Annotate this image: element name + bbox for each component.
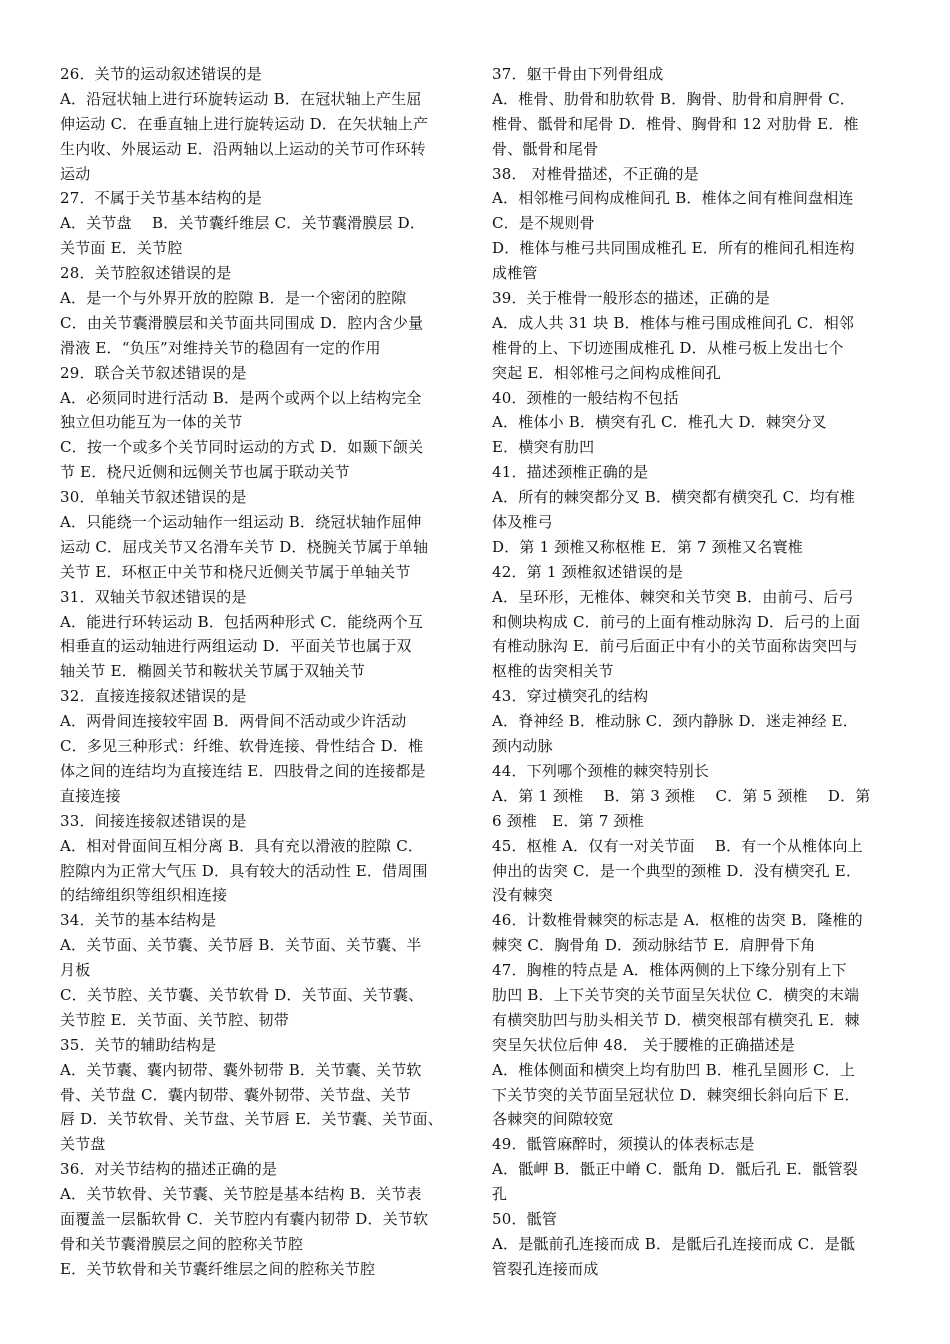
text-line: E．关节软骨和关节囊纤维层之间的腔称关节腔 xyxy=(60,1259,376,1278)
text-line: 43．穿过横突孔的结构 xyxy=(492,687,649,706)
text-line: A．必须同时进行活动 B．是两个或两个以上结构完全 xyxy=(60,388,422,407)
text-line: A．关节盘 B．关节囊纤维层 C．关节囊滑膜层 D． xyxy=(60,214,426,233)
text-line: 腔隙内为正常大气压 D．具有较大的活动性 E．借周围 xyxy=(60,861,428,880)
text-line: 没有棘突 xyxy=(492,886,553,905)
text-line: 突起 E．相邻椎弓之间构成椎间孔 xyxy=(492,363,721,382)
text-line: 孔 xyxy=(492,1185,508,1204)
text-line: A．椎骨、肋骨和肋软骨 B．胸骨、肋骨和肩胛骨 C． xyxy=(492,89,856,108)
text-line: 45．枢椎 A．仅有一对关节面 B．有一个从椎体向上 xyxy=(492,836,863,855)
text-line: 和侧块构成 C．前弓的上面有椎动脉沟 D．后弓的上面 xyxy=(492,612,861,631)
text-line: 46．计数椎骨棘突的标志是 A．枢椎的齿突 B．隆椎的 xyxy=(492,911,863,930)
text-line: 面覆盖一层骺软骨 C．关节腔内有囊内韧带 D．关节软 xyxy=(60,1209,429,1228)
text-line: 肋凹 B．上下关节突的关节面呈矢状位 C．横突的末端 xyxy=(492,985,860,1004)
text-line: 伸运动 C．在垂直轴上进行旋转运动 D．在矢状轴上产 xyxy=(60,114,429,133)
text-line: 6 颈椎 E．第 7 颈椎 xyxy=(492,811,644,830)
text-line: A．脊神经 B．椎动脉 C．颈内静脉 D．迷走神经 E． xyxy=(492,712,858,731)
text-line: 枢椎的齿突相关节 xyxy=(492,662,614,681)
text-line: A．两骨间连接较牢固 B．两骨间不活动或少许活动 xyxy=(60,712,407,731)
text-line: 伸出的齿突 C．是一个典型的颈椎 D．没有横突孔 E． xyxy=(492,861,862,880)
text-line: A．关节面、关节囊、关节唇 B．关节面、关节囊、半 xyxy=(60,936,422,955)
text-line: 棘突 C．胸骨角 D．颈动脉结节 E．肩胛骨下角 xyxy=(492,936,816,955)
text-line: E．横突有肋凹 xyxy=(492,438,595,457)
text-line: 49．骶管麻醉时，须摸认的体表标志是 xyxy=(492,1135,755,1154)
text-line: A．椎体侧面和横突上均有肋凹 B．椎孔呈圆形 C．上 xyxy=(492,1060,856,1079)
text-line: 41．描述颈椎正确的是 xyxy=(492,463,649,482)
text-line: A．是骶前孔连接而成 B．是骶后孔连接而成 C．是骶 xyxy=(492,1234,856,1253)
text-line: 体及椎弓 xyxy=(492,513,553,532)
text-line: 管裂孔连接而成 xyxy=(492,1259,599,1278)
text-line: 31．双轴关节叙述错误的是 xyxy=(60,587,247,606)
text-line: C．是不规则骨 xyxy=(492,214,595,233)
text-line: C．关节腔、关节囊、关节软骨 D．关节面、关节囊、 xyxy=(60,985,424,1004)
text-line: 有横突肋凹与肋头相关节 D．横突根部有横突孔 E．棘 xyxy=(492,1010,860,1029)
text-line: 42．第 1 颈椎叙述错误的是 xyxy=(492,562,684,581)
text-line: A．骶岬 B．骶正中嵴 C．骶角 D．骶后孔 E．骶管裂 xyxy=(492,1160,858,1179)
text-line: 下关节突的关节面呈冠状位 D．棘突细长斜向后下 E． xyxy=(492,1085,860,1104)
text-line: 27．不属于关节基本结构的是 xyxy=(60,189,262,208)
text-line: 体之间的连结均为直接连结 E．四肢骨之间的连接都是 xyxy=(60,761,426,780)
text-line: C．按一个或多个关节同时运动的方式 D．如颞下颌关 xyxy=(60,438,424,457)
right-column xyxy=(492,62,902,1282)
text-line: 节 E．桡尺近侧和远侧关节也属于联动关节 xyxy=(60,463,350,482)
text-line: 成椎管 xyxy=(492,264,538,283)
text-line: 50．骶管 xyxy=(492,1209,558,1228)
text-line: 相垂直的运动轴进行两组运动 D．平面关节也属于双 xyxy=(60,637,412,656)
text-line: 44．下列哪个颈椎的棘突特别长 xyxy=(492,761,710,780)
text-line: 26．关节的运动叙述错误的是 xyxy=(60,65,262,83)
text-line: 突呈矢状位后伸 48． 关于腰椎的正确描述是 xyxy=(492,1035,796,1054)
text-line: 29．联合关节叙述错误的是 xyxy=(60,363,247,382)
text-line: 各棘突的间隙较宽 xyxy=(492,1110,614,1129)
text-line: C．由关节囊滑膜层和关节面共同围成 D．腔内含少量 xyxy=(60,313,424,332)
text-line: 36．对关节结构的描述正确的是 xyxy=(60,1160,278,1179)
text-line: 37．躯干骨由下列骨组成 xyxy=(492,65,664,83)
text-line: A．成人共 31 块 B．椎体与椎弓围成椎间孔 C．相邻 xyxy=(492,313,855,332)
text-line: 骨、骶骨和尾骨 xyxy=(492,139,599,158)
text-line: A．只能绕一个运动轴作一组运动 B．绕冠状轴作屈伸 xyxy=(60,513,422,532)
text-line: 28．关节腔叙述错误的是 xyxy=(60,264,232,283)
text-line: 骨、关节盘 C．囊内韧带、囊外韧带、关节盘、关节 xyxy=(60,1085,412,1104)
text-line: 颈内动脉 xyxy=(492,737,553,756)
text-line: A．呈环形，无椎体、棘突和关节突 B．由前弓、后弓 xyxy=(492,587,854,606)
text-line: 有椎动脉沟 E．前弓后面正中有小的关节面称齿突凹与 xyxy=(492,637,858,656)
text-line: A．关节软骨、关节囊、关节腔是基本结构 B．关节表 xyxy=(60,1185,422,1204)
text-line: A．是一个与外界开放的腔隙 B．是一个密闭的腔隙 xyxy=(60,289,407,308)
text-line: 34．关节的基本结构是 xyxy=(60,911,217,930)
text-line: 唇 D．关节软骨、关节盘、关节唇 E．关节囊、关节面、 xyxy=(60,1110,443,1129)
text-line: 关节盘 xyxy=(60,1135,106,1154)
text-line: 关节 E．环枢正中关节和桡尺近侧关节属于单轴关节 xyxy=(60,562,411,581)
text-line: 直接连接 xyxy=(60,786,121,805)
text-line: A．椎体小 B．横突有孔 C．椎孔大 D．棘突分叉 xyxy=(492,413,827,432)
text-line: 轴关节 E．椭圆关节和鞍状关节属于双轴关节 xyxy=(60,662,365,681)
text-line: 30．单轴关节叙述错误的是 xyxy=(60,488,247,507)
text-line: A．所有的棘突都分叉 B．横突都有横突孔 C．均有椎 xyxy=(492,488,856,507)
text-line: A．沿冠状轴上进行环旋转运动 B．在冠状轴上产生屈 xyxy=(60,89,422,108)
text-line: D．第 1 颈椎又称枢椎 E．第 7 颈椎又名寰椎 xyxy=(492,537,803,556)
text-line: C．多见三种形式：纤维、软骨连接、骨性结合 D．椎 xyxy=(60,737,424,756)
text-line: D．椎体与椎弓共同围成椎孔 E．所有的椎间孔相连构 xyxy=(492,239,855,258)
text-line: 38． 对椎骨描述，不正确的是 xyxy=(492,164,699,183)
text-line: 关节面 E．关节腔 xyxy=(60,239,183,258)
text-line: 运动 xyxy=(60,164,91,183)
text-line: 关节腔 E．关节面、关节腔、韧带 xyxy=(60,1010,289,1029)
text-line: 33．间接连接叙述错误的是 xyxy=(60,811,247,830)
text-line: 独立但功能互为一体的关节 xyxy=(60,413,243,432)
text-line: A．能进行环转运动 B．包括两种形式 C．能绕两个互 xyxy=(60,612,424,631)
text-line: 运动 C．屈戌关节又名滑车关节 D．桡腕关节属于单轴 xyxy=(60,537,429,556)
text-line: 40．颈椎的一般结构不包括 xyxy=(492,388,679,407)
text-line: 生内收、外展运动 E．沿两轴以上运动的关节可作环转 xyxy=(60,139,426,158)
text-line: A．关节囊、囊内韧带、囊外韧带 B．关节囊、关节软 xyxy=(60,1060,422,1079)
text-line: 32．直接连接叙述错误的是 xyxy=(60,687,247,706)
text-line: 滑液 E．“负压”对维持关节的稳固有一定的作用 xyxy=(60,338,381,357)
text-line: 39．关于椎骨一般形态的描述，正确的是 xyxy=(492,289,770,308)
text-line: 骨和关节囊滑膜层之间的腔称关节腔 xyxy=(60,1234,304,1253)
text-line: 的结缔组织等组织相连接 xyxy=(60,886,228,905)
left-column xyxy=(60,62,466,1282)
text-line: A．相邻椎弓间构成椎间孔 B．椎体之间有椎间盘相连 xyxy=(492,189,854,208)
text-line: 椎骨的上、下切迹围成椎孔 D．从椎弓板上发出七个 xyxy=(492,338,844,357)
text-line: A．相对骨面间互相分离 B．具有充以滑液的腔隙 C． xyxy=(60,836,424,855)
text-line: 47．胸椎的特点是 A．椎体两侧的上下缘分别有上下 xyxy=(492,961,847,980)
text-line: 35．关节的辅助结构是 xyxy=(60,1035,217,1054)
text-line: 月板 xyxy=(60,961,91,980)
text-line: A．第 1 颈椎 B．第 3 颈椎 C．第 5 颈椎 D．第 xyxy=(492,786,871,805)
text-line: 椎骨、骶骨和尾骨 D．椎骨、胸骨和 12 对肋骨 E．椎 xyxy=(492,114,859,133)
